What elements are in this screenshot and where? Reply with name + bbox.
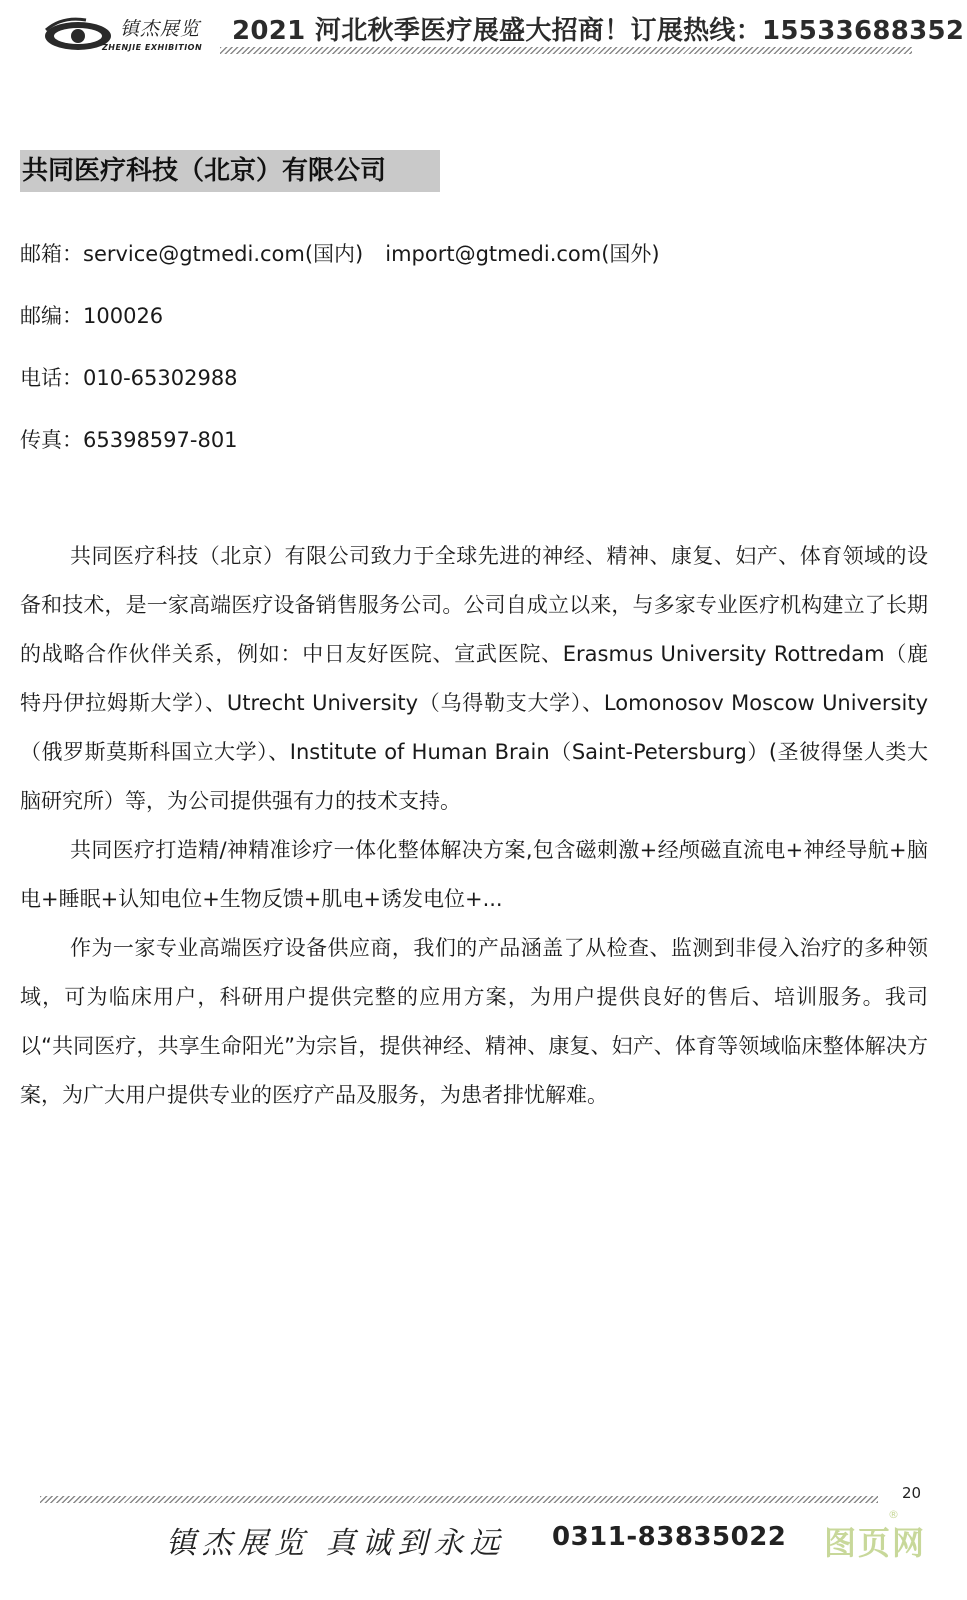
logo-text: 镇杰展览 [120, 18, 201, 40]
footer-slogan: 镇杰展览 真诚到永远 [166, 1526, 506, 1561]
footer-phone: 0311-83835022 [552, 1522, 787, 1552]
contact-fax-line [20, 424, 238, 454]
company-description [20, 532, 928, 1120]
header-divider [220, 47, 912, 54]
email-foreign: import@gtmedi.com(国外) [385, 242, 660, 266]
postcode-label: 邮编： [20, 304, 83, 328]
fax-value: 65398597-801 [83, 428, 238, 452]
watermark-registered-mark: ® [888, 1508, 899, 1521]
logo-subtext: ZHENJIE EXHIBITION [102, 43, 203, 52]
postcode-value: 100026 [83, 304, 164, 328]
footer-divider [40, 1496, 878, 1503]
contact-phone-line [20, 362, 238, 392]
watermark: 图页网 [824, 1524, 927, 1562]
email-label: 邮箱： [20, 242, 83, 266]
company-name-heading: 共同医疗科技（北京）有限公司 [20, 150, 440, 192]
description-paragraph: 共同医疗科技（北京）有限公司致力于全球先进的神经、精神、康复、妇产、体育领域的设备和技术，是一家高端医疗设备销售服务公司。公司自成立以来，与多家专业医疗机构建立了长期的战略合作伙伴关系，例如：中日友好医院、宣武医院、Erasmus University Rottredam（鹿特丹伊拉姆斯大学）、Utrecht University（乌得勒支大学）、Lomonosov Moscow University（俄罗斯莫斯科国立大学）、Institute of Human Brain（Saint-Petersburg）(圣彼得堡人类大脑研究所）等，为公司提供强有力的技术支持。 [20, 544, 928, 813]
contact-email-line [20, 238, 660, 268]
header-title: 2021 河北秋季医疗展盛大招商！订展热线：15533688352 [232, 16, 965, 46]
page-header [0, 0, 967, 70]
contact-postcode-line [20, 300, 163, 330]
zhenjie-logo [42, 12, 203, 58]
phone-value: 010-65302988 [83, 366, 238, 390]
description-paragraph: 共同医疗打造精/神精准诊疗一体化整体解决方案,包含磁刺激+经颅磁直流电+神经导航+脑电+睡眠+认知电位+生物反馈+肌电+诱发电位+... [20, 838, 928, 911]
fax-label: 传真： [20, 428, 83, 452]
phone-label: 电话： [20, 366, 83, 390]
page-number: 20 [902, 1484, 922, 1502]
email-domestic: service@gtmedi.com(国内) [83, 242, 364, 266]
description-paragraph: 作为一家专业高端医疗设备供应商，我们的产品涵盖了从检查、监测到非侵入治疗的多种领域，可为临床用户，科研用户提供完整的应用方案，为用户提供良好的售后、培训服务。我司以“共同医疗，共享生命阳光”为宗旨，提供神经、精神、康复、妇产、体育等领域临床整体解决方案，为广大用户提供专业的医疗产品及服务，为患者排忧解难。 [20, 936, 928, 1107]
